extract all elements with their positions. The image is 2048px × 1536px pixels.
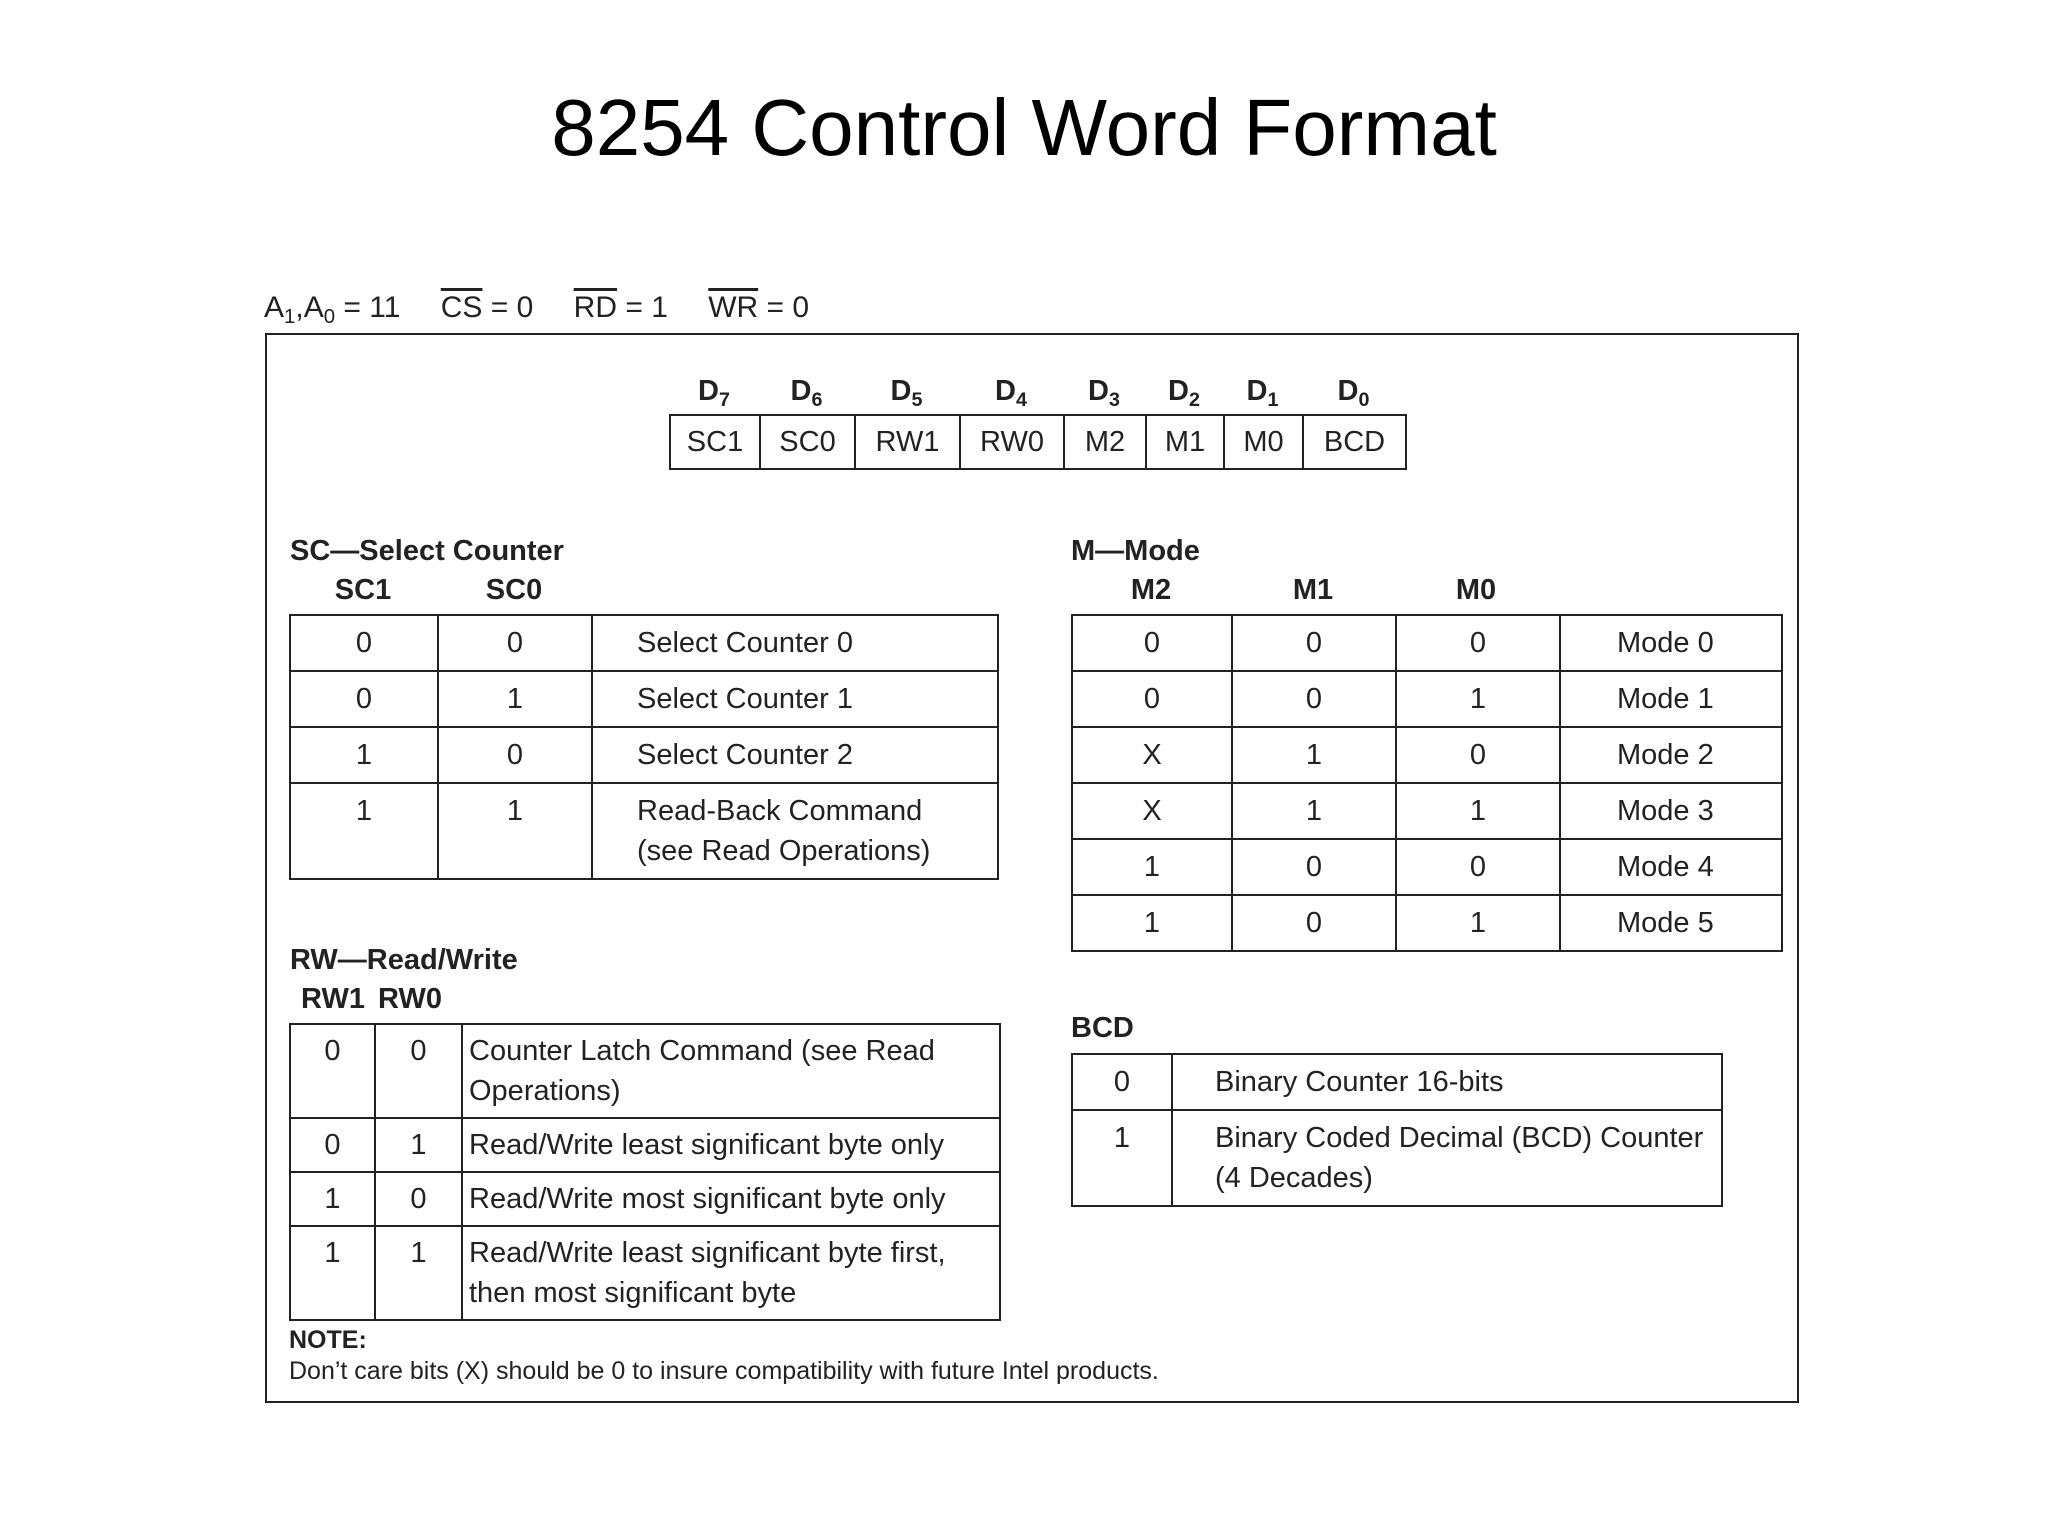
bit-label-d7: $D_7$	[698, 375, 730, 411]
table-row: 0 0 0 Mode 0	[1072, 615, 1782, 671]
table-row: 0 1 Select Counter 1	[290, 671, 998, 727]
bit-label-d0: $D_0$	[1337, 375, 1370, 411]
rd-condition: $\overline{RD} = 1$	[573, 291, 668, 324]
wr-condition: $\overline{WR} = 0$	[708, 291, 810, 324]
sc-table	[289, 614, 999, 880]
table-row: 1 Binary Coded Decimal (BCD) Counter (4 Decades)	[1072, 1110, 1722, 1206]
bit-field-m0: M0	[1224, 415, 1303, 469]
note-heading: NOTE:	[289, 1326, 367, 1354]
table-row: 1 0 1 Mode 5	[1072, 895, 1782, 951]
bit-label-d3: $D_3$	[1088, 375, 1120, 411]
mode-header-m0: M0	[1455, 574, 1497, 606]
rw-header-rw1: RW1	[301, 983, 365, 1015]
control-word-frame	[265, 333, 1799, 1403]
mode-section-title: M—Mode	[1071, 535, 1200, 567]
mode-table	[1071, 614, 1783, 952]
bit-field-m2: M2	[1064, 415, 1146, 469]
bit-field-bcd: BCD	[1303, 415, 1406, 469]
bit-field-rw1: RW1	[855, 415, 960, 469]
bit-label-d1: $D_1$	[1246, 375, 1279, 411]
rw-table	[289, 1023, 1001, 1321]
rw-section-title: RW—Read/Write	[290, 944, 518, 976]
table-row: 0 0 Select Counter 0	[290, 615, 998, 671]
rw-header-rw0: RW0	[378, 983, 442, 1015]
table-row: 1 0 0 Mode 4	[1072, 839, 1782, 895]
note-text: Don’t care bits (X) should be 0 to insure compatibility with future Intel products.	[289, 1357, 1159, 1385]
bit-label-d4: $D_4$	[995, 375, 1027, 411]
bit-field-m1: M1	[1146, 415, 1224, 469]
table-row: 1 1 Read/Write least significant byte first, then most significant byte	[290, 1226, 1000, 1320]
control-word-bit-fields	[669, 414, 1407, 470]
table-row: 1 0 Select Counter 2	[290, 727, 998, 783]
cs-condition: $\overline{CS} = 0$	[440, 291, 534, 324]
bit-field-row	[670, 415, 1406, 469]
bit-field-rw0: RW0	[960, 415, 1064, 469]
table-row: 0 Binary Counter 16-bits	[1072, 1054, 1722, 1110]
bit-field-sc0: SC0	[760, 415, 855, 469]
mode-header-m1: M1	[1292, 574, 1334, 606]
table-row: 1 0 Read/Write most significant byte only	[290, 1172, 1000, 1226]
bit-label-d6: $D_6$	[790, 375, 823, 411]
table-row: 1 1 Read-Back Command (see Read Operations)	[290, 783, 998, 879]
bcd-table	[1071, 1053, 1723, 1207]
address-condition: $A_1,A_0 = 11$	[264, 291, 401, 329]
slide-title: 8254 Control Word Format	[551, 83, 1497, 172]
bit-label-d5: $D_5$	[890, 375, 923, 411]
mode-header-m2: M2	[1130, 574, 1172, 606]
table-row: X 1 0 Mode 2	[1072, 727, 1782, 783]
table-row: 0 0 1 Mode 1	[1072, 671, 1782, 727]
bcd-section-title: BCD	[1071, 1012, 1134, 1044]
table-row: X 1 1 Mode 3	[1072, 783, 1782, 839]
chip-select-conditions	[264, 288, 841, 328]
bit-labels	[669, 371, 1405, 411]
sc-header-sc1: SC1	[334, 574, 392, 606]
bit-label-d2: $D_2$	[1168, 375, 1200, 411]
sc-header-sc0: SC0	[485, 574, 543, 606]
table-row: 0 1 Read/Write least significant byte only	[290, 1118, 1000, 1172]
table-row: 0 0 Counter Latch Command (see Read Operations)	[290, 1024, 1000, 1118]
sc-section-title: SC—Select Counter	[290, 535, 564, 567]
bit-field-sc1: SC1	[670, 415, 760, 469]
